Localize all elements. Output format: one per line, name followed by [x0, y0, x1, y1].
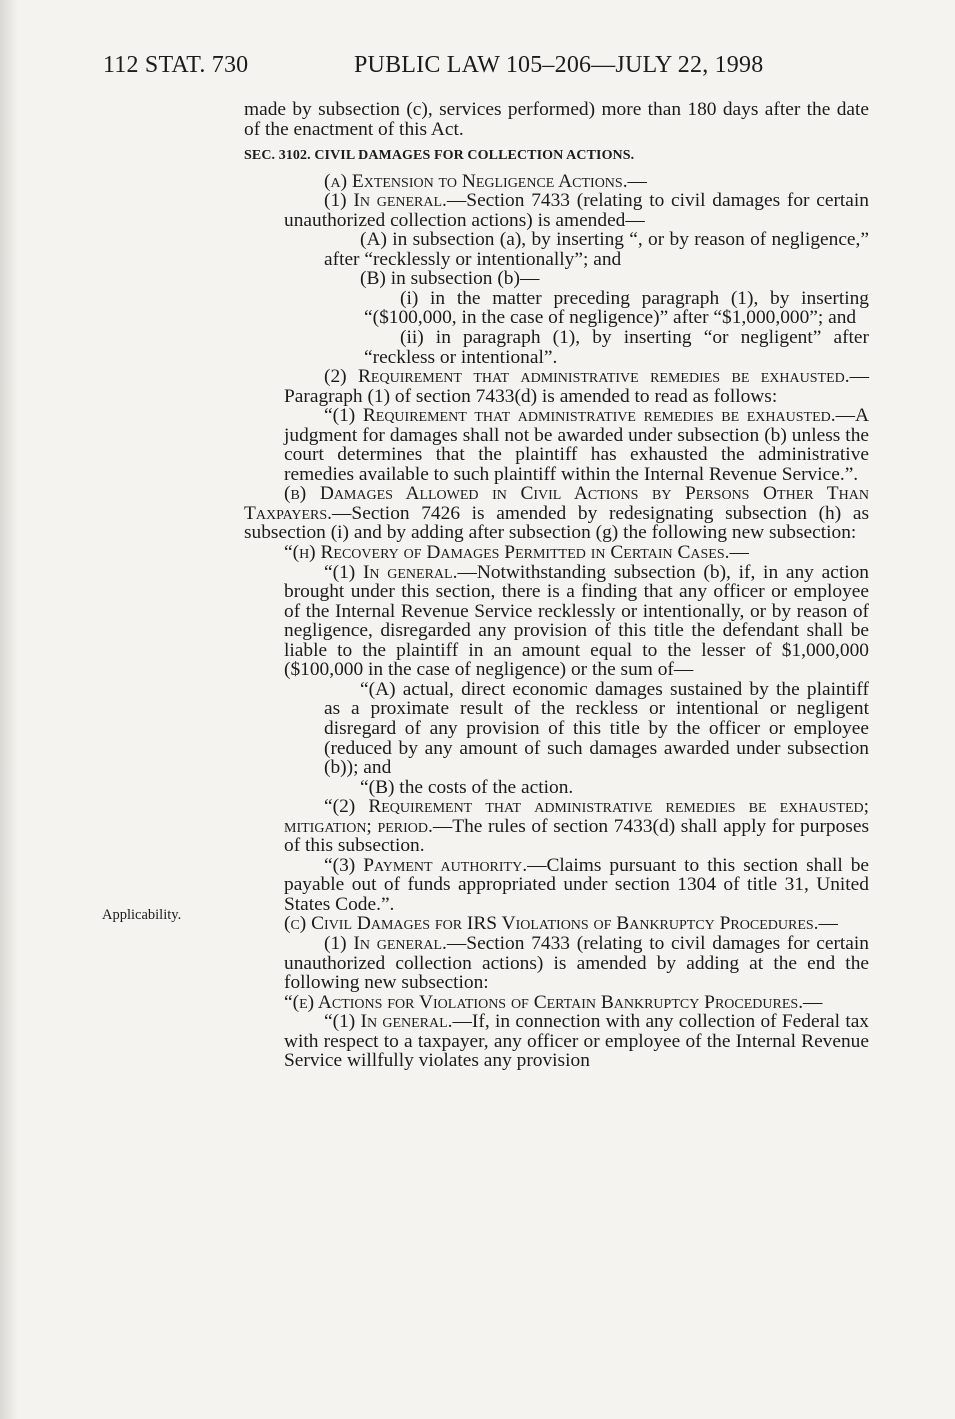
page-header	[0, 52, 955, 82]
quoted-paragraph-h3-text: —Claims pursuant to this section shall be payable out of funds appropriated under section 1304 of title 31, United States Code.”.	[284, 854, 869, 915]
quoted-paragraph-h3	[244, 856, 869, 915]
margin-note-applicability: Applicability.	[102, 907, 182, 923]
clause-a1Bii: (ii) in paragraph (1), by inserting “or negligent” after “reckless or intentional”.	[364, 327, 869, 368]
paragraph-a2	[244, 367, 869, 406]
quoted-paragraph-e1-text: —If, in connection with any collection of Federal tax with respect to a taxpayer, any officer or employee of the Internal Revenue Service willfully violates any provision	[284, 1011, 870, 1072]
quoted-paragraph-1	[244, 406, 869, 484]
paragraph-c1-text: —Section 7433 (relating to civil damages for certain unauthorized collection actions) is amended by adding at the end the following new subsection:	[284, 932, 869, 994]
quoted-subsection-e-heading	[244, 993, 869, 1013]
quoted-paragraph-e1	[244, 1012, 869, 1071]
subsection-c-title: (c) Civil Damages for IRS Violations of Bankruptcy Procedures.—	[284, 913, 838, 935]
subparagraph-a1B: (B) in subsection (b)—	[360, 268, 540, 290]
public-law-title: PUBLIC LAW 105–206—JULY 22, 1998	[354, 52, 764, 78]
document-body	[244, 100, 869, 1071]
subsection-a-heading	[244, 172, 869, 192]
quoted-paragraph-h1	[244, 563, 869, 680]
subsection-c-heading	[244, 914, 869, 934]
quoted-paragraph-h1-heading: “(1) In general.	[324, 561, 458, 583]
statute-page-number: 112 STAT. 730	[103, 52, 249, 78]
quoted-subparagraph-h1A: “(A) actual, direct economic damages sustained by the plaintiff as a proximate result of the reckless or intentional or negligent disregard of any provision of this title by the officer or employee (reduced by any amount of such damages awarded under subsection (b)); and	[324, 678, 869, 779]
quoted-paragraph-h2-text: —The rules of section 7433(d) shall apply for purposes of this subsection.	[284, 815, 869, 857]
paragraph-a2-text: —Paragraph (1) of section 7433(d) is amended to read as follows:	[284, 366, 869, 407]
subsection-b	[244, 484, 869, 543]
paragraph-a2-heading: (2) Requirement that administrative remedies be exhausted.	[324, 366, 850, 388]
quoted-paragraph-h2	[244, 797, 869, 856]
quoted-subsection-h-heading	[244, 543, 869, 563]
quoted-subparagraph-h1B: “(B) the costs of the action.	[360, 776, 574, 798]
quoted-paragraph-h1-text: —Notwithstanding subsection (b), if, in any action brought under this section, there is a finding that any officer or employee of the Internal Revenue Service recklessly or intentionally, or by reason of negligence, disregarded any provision of this title the defendant shall be liable to the plaintiff in an amount equal to the lesser of $1,000,000 ($100,000 in the case of negligence) or the sum of—	[284, 561, 869, 681]
quoted-paragraph-e1-heading: “(1) In general.	[324, 1011, 453, 1033]
quoted-paragraph-1-text: —A judgment for damages shall not be awarded under subsection (b) unless the court determines that the plaintiff has exhausted the administrative remedies available to such plaintiff within the Internal Revenue Service.”.	[284, 405, 869, 485]
paragraph-c1-heading: (1) In general.	[324, 932, 447, 954]
subsection-a-title: (a) Extension to Negligence Actions.—	[324, 170, 647, 192]
quoted-paragraph-1-heading: “(1) Requirement that administrative remedies be exhausted.	[324, 405, 836, 427]
subparagraph-a1A: (A) in subsection (a), by inserting “, or by reason of negligence,” after “recklessly or intentionally”; and	[324, 229, 869, 270]
paragraph-continuation: made by subsection (c), services performed) more than 180 days after the date of the enactment of this Act.	[244, 99, 869, 140]
quoted-subsection-h-title: “(h) Recovery of Damages Permitted in Certain Cases.—	[284, 542, 749, 564]
quoted-subsection-e-title: “(e) Actions for Violations of Certain Bankruptcy Procedures.—	[284, 991, 823, 1013]
quoted-paragraph-h3-heading: “(3) Payment authority.	[324, 854, 528, 876]
page-binding-edge	[0, 0, 18, 1419]
paragraph-c1	[244, 934, 869, 993]
quoted-paragraph-h2-heading: “(2) Requirement that administrative remedies be exhausted; mitigation; period.	[284, 796, 869, 837]
paragraph-a1-text: —Section 7433 (relating to civil damages for certain unauthorized collection actions) is amended—	[284, 190, 869, 231]
paragraph-a1	[244, 191, 869, 230]
subsection-b-text: —Section 7426 is amended by redesignating subsection (h) as subsection (i) and by adding after subsection (g) the following new subsection:	[244, 502, 869, 544]
subsection-b-heading: (b) Damages Allowed in Civil Actions by Persons Other Than Taxpayers.	[244, 483, 869, 524]
paragraph-a1-heading: (1) In general.	[324, 190, 447, 212]
clause-a1Bi: (i) in the matter preceding paragraph (1), by inserting “($100,000, in the case of negligence)” after “$1,000,000”; and	[364, 287, 869, 329]
section-heading: SEC. 3102. CIVIL DAMAGES FOR COLLECTION ACTIONS.	[244, 148, 635, 164]
